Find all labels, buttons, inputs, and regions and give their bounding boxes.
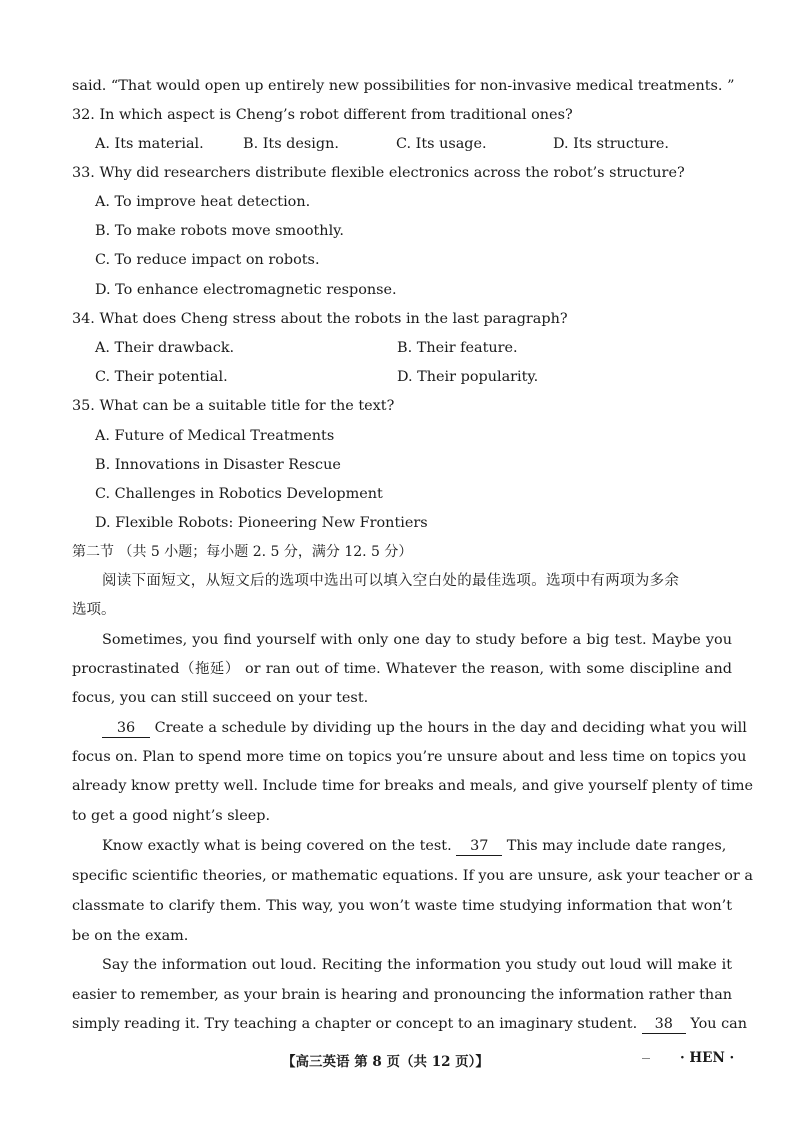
paragraph-2-text: Create a schedule by dividing up the hours in the day and deciding what you will <box>150 720 747 736</box>
footer-dash <box>642 1058 650 1059</box>
q32-option-c: C. Its usage. <box>396 136 487 152</box>
paragraph-3-text-post: This may include date ranges, <box>502 838 727 854</box>
paragraph-2-line-3: already know pretty well. Include time for breaks and meals, and give yourself plenty of time <box>72 778 754 794</box>
paragraph-3-line-4: be on the exam. <box>72 928 189 944</box>
paragraph-4-text-post: You can <box>685 1016 747 1032</box>
blank-38: 38 <box>642 1016 686 1034</box>
passage-ending-line: said. “That would open up entirely new possibilities for non-invasive medical treatments. ” <box>72 78 735 94</box>
q33-option-b: B. To make robots move smoothly. <box>95 223 344 239</box>
paragraph-2-line-4: to get a good night’s sleep. <box>72 808 271 824</box>
paragraph-1-line-1: Sometimes, you find yourself with only one day to study before a big test. Maybe you <box>102 632 732 648</box>
paragraph-3-line-3: classmate to clarify them. This way, you won’t waste time studying information that won’t <box>72 898 732 914</box>
q35-option-b: B. Innovations in Disaster Rescue <box>95 457 341 473</box>
paragraph-3-text-pre: Know exactly what is being covered on the test. <box>102 838 457 854</box>
question-34: 34. What does Cheng stress about the robots in the last paragraph? <box>72 311 568 327</box>
paragraph-1-line-2: procrastinated（拖延） or ran out of time. Whatever the reason, with some discipline and <box>72 661 732 677</box>
question-33: 33. Why did researchers distribute flexible electronics across the robot’s structure? <box>72 165 685 181</box>
paragraph-4-line-3 <box>72 1014 747 1034</box>
q32-option-d: D. Its structure. <box>553 136 669 152</box>
q33-option-a: A. To improve heat detection. <box>95 194 311 210</box>
q35-option-d: D. Flexible Robots: Pioneering New Frontiers <box>95 515 428 531</box>
blank-36: 36 <box>102 720 150 738</box>
footer-code: · HEN · <box>680 1050 735 1066</box>
blank-37: 37 <box>456 838 502 856</box>
question-32: 32. In which aspect is Cheng’s robot different from traditional ones? <box>72 107 573 123</box>
q32-option-b: B. Its design. <box>243 136 339 152</box>
paragraph-1-line-3: focus, you can still succeed on your test. <box>72 690 369 706</box>
q35-option-c: C. Challenges in Robotics Development <box>95 486 383 502</box>
q32-option-a: A. Its material. <box>95 136 204 152</box>
q34-option-d: D. Their popularity. <box>397 369 539 385</box>
paragraph-4-text-pre: simply reading it. Try teaching a chapter or concept to an imaginary student. <box>72 1016 642 1032</box>
q33-option-d: D. To enhance electromagnetic response. <box>95 282 397 298</box>
instructions-line-1: 阅读下面短文，从短文后的选项中选出可以填入空白处的最佳选项。选项中有两项为多余 <box>102 573 680 589</box>
instructions-line-2: 选项。 <box>72 602 116 618</box>
question-35: 35. What can be a suitable title for the text? <box>72 398 395 414</box>
q33-option-c: C. To reduce impact on robots. <box>95 252 320 268</box>
q34-option-c: C. Their potential. <box>95 369 228 385</box>
paragraph-3-line-1 <box>102 836 732 856</box>
q34-option-b: B. Their feature. <box>397 340 518 356</box>
paragraph-3-line-2: specific scientific theories, or mathematic equations. If you are unsure, ask your teacher or a <box>72 868 753 884</box>
page-footer-label: 【高三英语 第 8 页（共 12 页）】 <box>282 1054 489 1070</box>
q34-option-a: A. Their drawback. <box>95 340 235 356</box>
paragraph-4-line-2: easier to remember, as your brain is hearing and pronouncing the information rather than <box>72 987 733 1003</box>
paragraph-2-line-2: focus on. Plan to spend more time on topics you’re unsure about and less time on topics you <box>72 749 747 765</box>
paragraph-2-line-1 <box>102 718 747 738</box>
section-heading: 第二节 （共 5 小题；每小题 2. 5 分，满分 12. 5 分） <box>72 544 413 560</box>
q35-option-a: A. Future of Medical Treatments <box>95 428 335 444</box>
paragraph-4-line-1: Say the information out loud. Reciting the information you study out loud will make it <box>102 957 732 973</box>
